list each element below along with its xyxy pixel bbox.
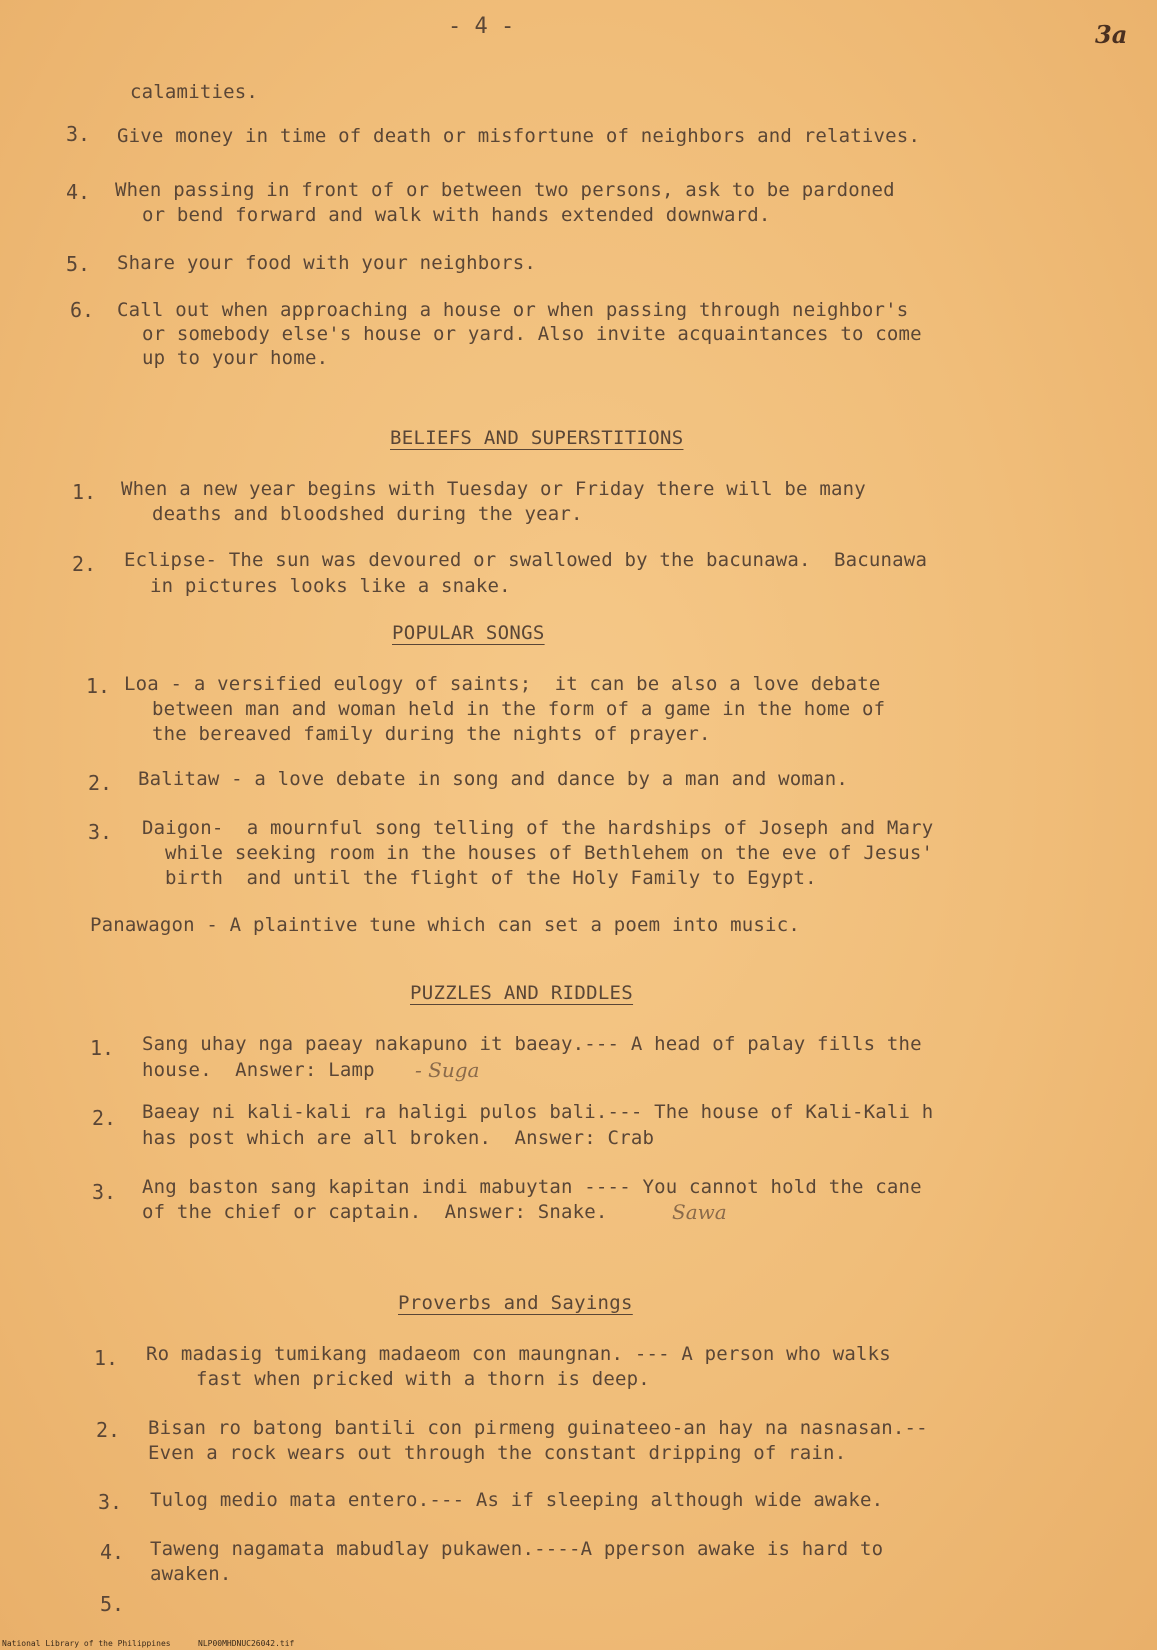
song-1-line-3: the bereaved family during the nights of prayer.	[152, 723, 711, 745]
song-3-number: 3.	[88, 820, 113, 844]
custom-6-line-3: up to your home.	[142, 347, 329, 369]
proverbs-heading: Proverbs and Sayings	[398, 1292, 633, 1314]
song-3-line-1: Daigon- a mournful song telling of the hardships of Joseph and Mary	[142, 817, 934, 839]
proverb-3-number: 3.	[98, 1490, 123, 1514]
song-2-line-1: Balitaw - a love debate in song and dance by a man and woman.	[138, 768, 848, 790]
custom-6-number: 6.	[70, 298, 95, 322]
belief-2-line-2: in pictures looks like a snake.	[150, 575, 511, 597]
riddle-3-line-2: of the chief or captain. Answer: Snake.	[142, 1201, 608, 1223]
riddle-1-line-1: Sang uhay nga paeay nakapuno it baeay.--- A head of palay fills the	[142, 1033, 922, 1055]
song-3-line-3: birth and until the flight of the Holy Family to Egypt.	[165, 867, 817, 889]
proverb-4-number: 4.	[100, 1540, 125, 1564]
custom-4-line-2: or bend forward and walk with hands extended downward.	[142, 204, 771, 226]
belief-2-number: 2.	[72, 552, 97, 576]
song-1-line-1: Loa - a versified eulogy of saints; it can be also a love debate	[124, 673, 881, 695]
proverb-1-line-1: Ro madasig tumikang madaeom con maungnan. --- A person who walks	[146, 1343, 891, 1365]
custom-6-line-1: Call out when approaching a house or when passing through neighbor's	[117, 299, 909, 321]
riddle-1-line-2: house. Answer: Lamp	[142, 1059, 375, 1081]
riddle-3-line-1: Ang baston sang kapitan indi mabuytan ---- You cannot hold the cane	[142, 1176, 922, 1198]
riddle-3-handwritten-note: Sawa	[672, 1200, 727, 1224]
proverb-2-line-1: Bisan ro batong bantili con pirmeng guinateeo-an hay na nasnasan.--	[148, 1417, 928, 1439]
custom-5-line-1: Share your food with your neighbors.	[117, 252, 537, 274]
song-1-number: 1.	[86, 674, 111, 698]
footer-filename: NLP00MHDNUC26042.tif	[198, 1639, 295, 1648]
songs-heading: POPULAR SONGS	[392, 622, 545, 644]
riddle-2-line-2: has post which are all broken. Answer: Crab	[142, 1127, 655, 1149]
custom-6-line-2: or somebody else's house or yard. Also invite acquaintances to come	[142, 323, 922, 345]
custom-3-number: 3.	[66, 122, 91, 146]
belief-1-line-2: deaths and bloodshed during the year.	[152, 503, 583, 525]
riddle-3-number: 3.	[92, 1180, 117, 1204]
proverb-1-number: 1.	[94, 1346, 119, 1370]
song-3-line-2: while seeking room in the houses of Bethlehem on the eve of Jesus'	[165, 842, 934, 864]
proverb-5-number: 5.	[100, 1592, 125, 1616]
custom-3-line-1: Give money in time of death or misfortune of neighbors and relatives.	[117, 125, 921, 147]
page-number: - 4 -	[448, 14, 515, 39]
belief-2-line-1: Eclipse- The sun was devoured or swallowed by the bacunawa. Bacunawa	[124, 549, 928, 571]
riddle-1-handwritten-note: - Suga	[415, 1058, 480, 1082]
riddle-2-line-1: Baeay ni kali-kali ra haligi pulos bali.--- The house of Kali-Kali h	[142, 1101, 934, 1123]
riddles-heading: PUZZLES AND RIDDLES	[410, 982, 634, 1004]
song-2-number: 2.	[88, 771, 113, 795]
custom-5-number: 5.	[66, 252, 91, 276]
panawagon-entry: Panawagon - A plaintive tune which can set a poem into music.	[90, 914, 800, 936]
custom-4-line-1: When passing in front of or between two persons, ask to be pardoned	[115, 179, 895, 201]
proverb-3-line-1: Tulog medio mata entero.--- As if sleeping although wide awake.	[150, 1489, 884, 1511]
riddle-1-number: 1.	[90, 1036, 115, 1060]
belief-1-number: 1.	[72, 480, 97, 504]
corner-page-mark: 3a	[1095, 20, 1128, 49]
song-1-line-2: between man and woman held in the form of a game in the home of	[152, 698, 886, 720]
footer-source: National Library of the Philippines	[2, 1639, 171, 1648]
proverb-2-number: 2.	[96, 1418, 121, 1442]
intro-fragment: calamities.	[130, 81, 259, 103]
proverb-2-line-2: Even a rock wears out through the constant dripping of rain.	[148, 1442, 847, 1464]
proverb-4-line-2: awaken.	[150, 1563, 232, 1585]
belief-1-line-1: When a new year begins with Tuesday or Friday there will be many	[121, 478, 866, 500]
proverb-4-line-1: Taweng nagamata mabudlay pukawen.----A pperson awake is hard to	[150, 1538, 884, 1560]
riddle-2-number: 2.	[92, 1106, 117, 1130]
beliefs-heading: BELIEFS AND SUPERSTITIONS	[390, 427, 684, 449]
proverb-1-line-2: fast when pricked with a thorn is deep.	[196, 1368, 650, 1390]
custom-4-number: 4.	[66, 180, 91, 204]
